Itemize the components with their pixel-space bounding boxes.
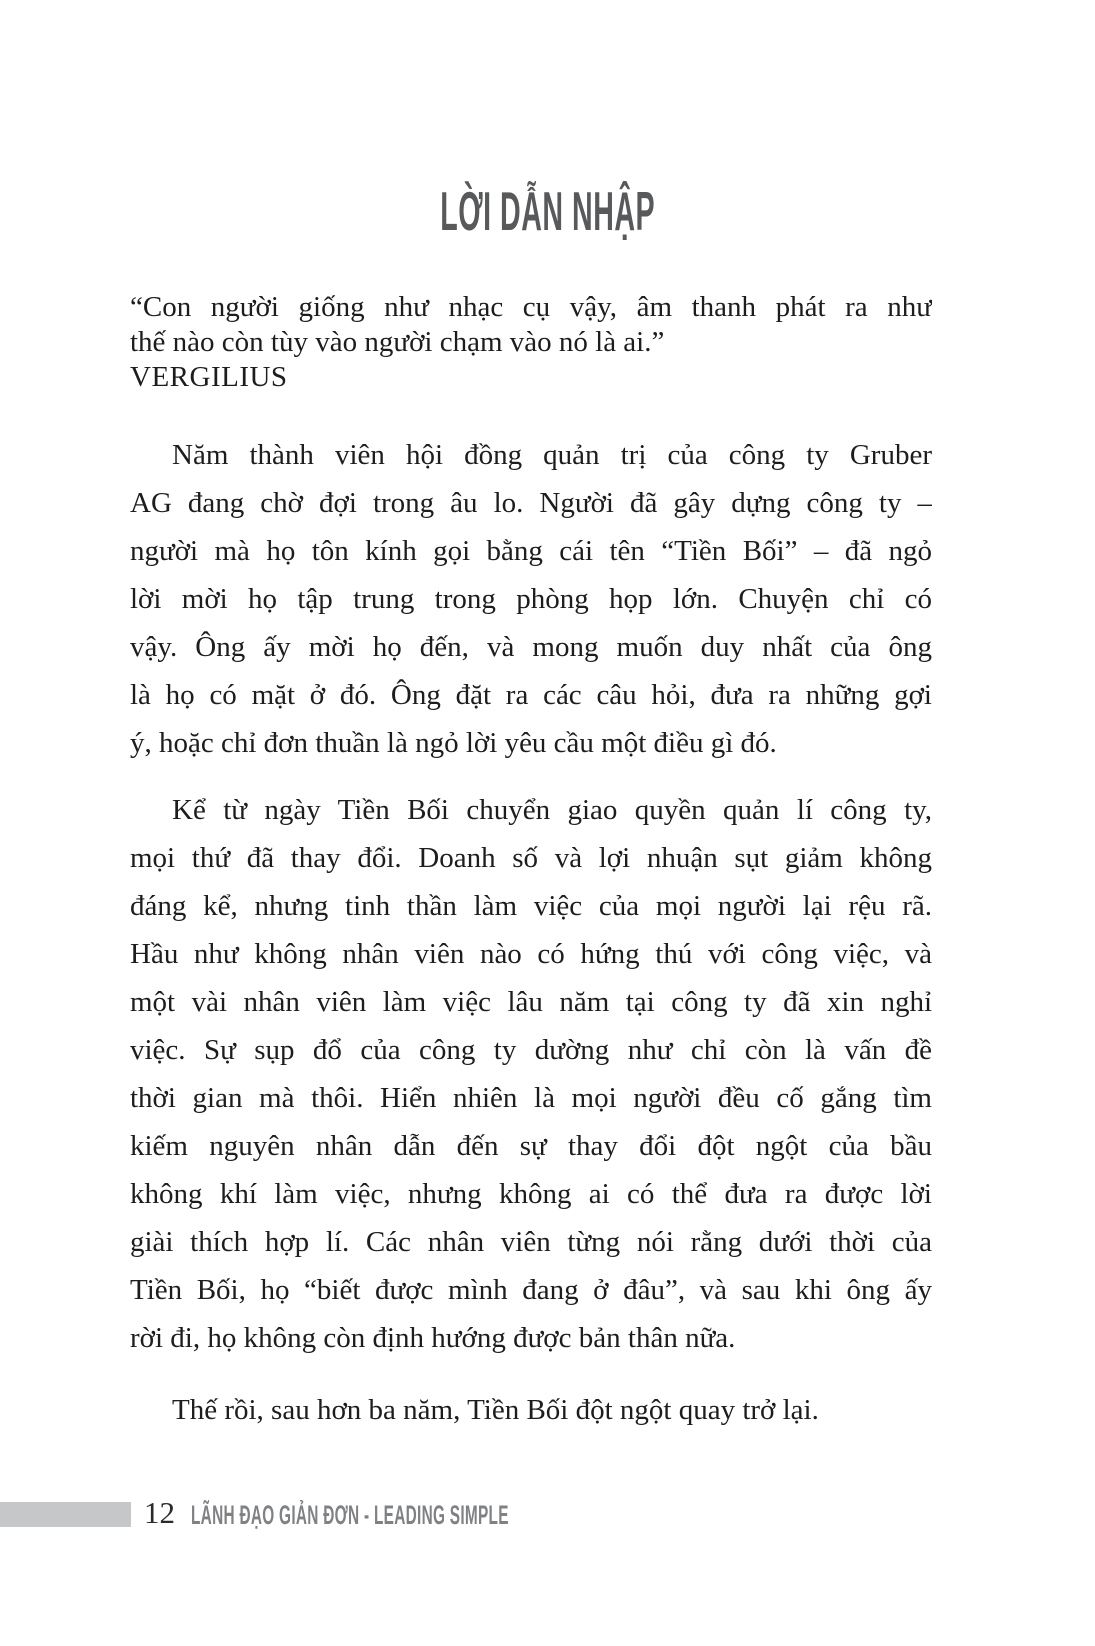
footer-book-title: LÃNH ĐẠO GIẢN ĐƠN - LEADING SIMPLE xyxy=(191,1500,509,1530)
footer-page-number: 12 xyxy=(144,1495,175,1530)
paragraph-3 xyxy=(130,1386,932,1434)
paragraph-1 xyxy=(130,431,932,767)
chapter-title-wrap xyxy=(0,181,1095,242)
text-line: kiếm nguyên nhân dẫn đến sự thay đổi đột ngột của bầu xyxy=(130,1130,932,1162)
quote-attribution: VERGILIUS xyxy=(130,361,288,393)
text-line: Năm thành viên hội đồng quản trị của công ty Gruber xyxy=(172,439,932,471)
text-line: một vài nhân viên làm việc lâu năm tại công ty đã xin nghỉ xyxy=(130,986,932,1018)
text-line: việc. Sự sụp đổ của công ty dường như chỉ còn là vấn đề xyxy=(130,1034,932,1066)
text-line: mọi thứ đã thay đổi. Doanh số và lợi nhuận sụt giảm không xyxy=(130,842,932,874)
text-line: đáng kể, nhưng tinh thần làm việc của mọi người lại rệu rã. xyxy=(130,890,932,922)
text-line: Kể từ ngày Tiền Bối chuyển giao quyền quản lí công ty, xyxy=(172,794,932,826)
text-line: không khí làm việc, nhưng không ai có thể đưa ra được lời xyxy=(130,1178,932,1210)
text-line: Thế rồi, sau hơn ba năm, Tiền Bối đột ngột quay trở lại. xyxy=(172,1394,819,1426)
chapter-title: LỜI DẪN NHẬP xyxy=(440,180,655,242)
text-line: AG đang chờ đợi trong âu lo. Người đã gây dựng công ty – xyxy=(130,487,932,519)
epigraph-quote xyxy=(130,290,932,395)
text-line: Tiền Bối, họ “biết được mình đang ở đâu”, và sau khi ông ấy xyxy=(130,1274,932,1306)
quote-line: “Con người giống như nhạc cụ vậy, âm thanh phát ra như xyxy=(130,291,932,323)
footer-margin-bar xyxy=(0,1502,131,1527)
text-line: người mà họ tôn kính gọi bằng cái tên “Tiền Bối” – đã ngỏ xyxy=(130,535,932,567)
text-line: Hầu như không nhân viên nào có hứng thú với công việc, và xyxy=(130,938,932,970)
text-line: thời gian mà thôi. Hiển nhiên là mọi người đều cố gắng tìm xyxy=(130,1082,932,1114)
text-line: giài thích hợp lí. Các nhân viên từng nói rằng dưới thời của xyxy=(130,1226,932,1258)
text-line: rời đi, họ không còn định hướng được bản thân nữa. xyxy=(130,1322,736,1354)
text-line: vậy. Ông ấy mời họ đến, và mong muốn duy nhất của ông xyxy=(130,631,932,663)
text-line: là họ có mặt ở đó. Ông đặt ra các câu hỏi, đưa ra những gợi xyxy=(130,679,932,711)
text-line: lời mời họ tập trung trong phòng họp lớn. Chuyện chỉ có xyxy=(130,583,932,615)
text-line: ý, hoặc chỉ đơn thuần là ngỏ lời yêu cầu một điều gì đó. xyxy=(130,727,777,759)
paragraph-2 xyxy=(130,786,932,1362)
quote-line: thế nào còn tùy vào người chạm vào nó là ai.” xyxy=(130,326,665,358)
